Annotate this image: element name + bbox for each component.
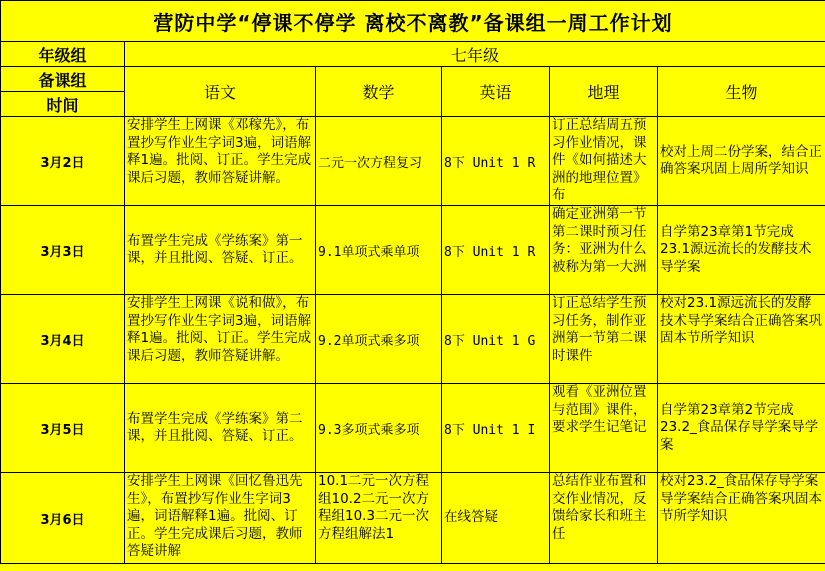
subject-english-header[interactable]: 英语 [442,67,550,117]
grade-value-cell[interactable]: 七年级 [125,42,825,67]
geography-cell[interactable] [550,117,658,206]
biology-cell[interactable]: 自学第23章第2节完成23.2_食品保存导学案导学案 [658,384,825,473]
chinese-cell[interactable] [125,473,316,564]
english-cell[interactable]: 8下 Unit 1 I [442,384,550,473]
grade-label-cell[interactable]: 年级组 [1,42,125,67]
biology-text: 校对23.2_食品保存导学案导学案结合正确答案巩固本节所学知识 [660,473,822,524]
geography-text: 订正总结周五预习作业情况，课件《如何描述大洲的地理位置》布 [552,117,647,203]
date-cell[interactable]: 3月3日 [1,206,125,295]
chinese-text: 安排学生上网课《邓稼先》，布置抄写作业生字词3遍，词语解释1遍。批阅、订正。学生完成课后习题，教师答疑讲解。 [127,117,312,186]
english-cell[interactable]: 8下 Unit 1 R [442,206,550,295]
biology-cell[interactable] [658,295,825,384]
english-cell[interactable]: 在线答疑 [442,473,550,564]
biology-text: 校对23.1源远流长的发酵技术导学案结合正确答案巩固本节所学知识 [660,295,822,346]
math-cell[interactable]: 9.1单项式乘单项 [316,206,442,295]
geography-text: 确定亚洲第一节第二课时预习任务：亚洲为什么被称为第一大洲 [552,206,647,275]
math-cell[interactable]: 二元一次方程复习 [316,117,442,206]
geography-cell[interactable] [550,384,658,473]
geography-cell[interactable] [550,295,658,384]
geography-cell[interactable] [550,473,658,564]
chinese-cell[interactable]: 布置学生完成《学练案》第一课，并且批阅、答疑、订正。 [125,206,316,295]
date-cell[interactable]: 3月2日 [1,117,125,206]
biology-cell[interactable]: 自学第23章第1节完成23.1源远流长的发酵技术导学案 [658,206,825,295]
table-row [1,384,825,473]
english-cell[interactable]: 8下 Unit 1 G [442,295,550,384]
geography-text: 订正总结学生预习任务，制作亚洲第一节第二课时课件 [552,295,647,364]
biology-cell[interactable] [658,473,825,564]
math-cell[interactable] [316,473,442,564]
subject-biology-header[interactable]: 生物 [658,67,825,117]
date-cell[interactable]: 3月5日 [1,384,125,473]
page-title[interactable]: 营防中学“停课不停学 离校不离教”备课组一周工作计划 [1,1,825,42]
geography-text: 观看《亚洲位置与范围》课件，要求学生记笔记 [552,384,647,435]
math-cell[interactable]: 9.2单项式乘多项 [316,295,442,384]
time-label-cell[interactable]: 时间 [1,92,125,117]
date-cell[interactable]: 3月4日 [1,295,125,384]
geography-cell[interactable] [550,206,658,295]
math-text: 10.1二元一次方程组10.2二元一次方程组10.3二元一次方程组解法1 [318,473,430,542]
group-label-cell[interactable]: 备课组 [1,67,125,92]
math-cell[interactable]: 9.3多项式乘多项 [316,384,442,473]
subject-math-header[interactable]: 数学 [316,67,442,117]
chinese-text: 安排学生上网课《回忆鲁迅先生》，布置抄写作业生字词3遍，词语解释1遍。批阅、订正。学生完成课后习题，教师答疑讲解 [127,473,303,559]
table-row [1,473,825,564]
table-row [1,295,825,384]
date-cell[interactable]: 3月6日 [1,473,125,564]
chinese-text: 安排学生上网课《说和做》，布置抄写作业生字词3遍，词语解释1遍。批阅、订正。学生完成课后习题，教师答疑讲解。 [127,295,312,364]
geography-text: 总结作业布置和交作业情况，反馈给家长和班主任 [552,473,647,542]
chinese-cell[interactable]: 布置学生完成《学练案》第二课，并且批阅、答疑、订正。 [125,384,316,473]
table-row [1,206,825,295]
biology-cell[interactable]: 校对上周二份学案，结合正确答案巩固上周所学知识 [658,117,825,206]
chinese-cell[interactable] [125,295,316,384]
english-cell[interactable]: 8下 Unit 1 R [442,117,550,206]
chinese-cell[interactable] [125,117,316,206]
subject-chinese-header[interactable]: 语文 [125,67,316,117]
subject-geography-header[interactable]: 地理 [550,67,658,117]
table-row [1,117,825,206]
